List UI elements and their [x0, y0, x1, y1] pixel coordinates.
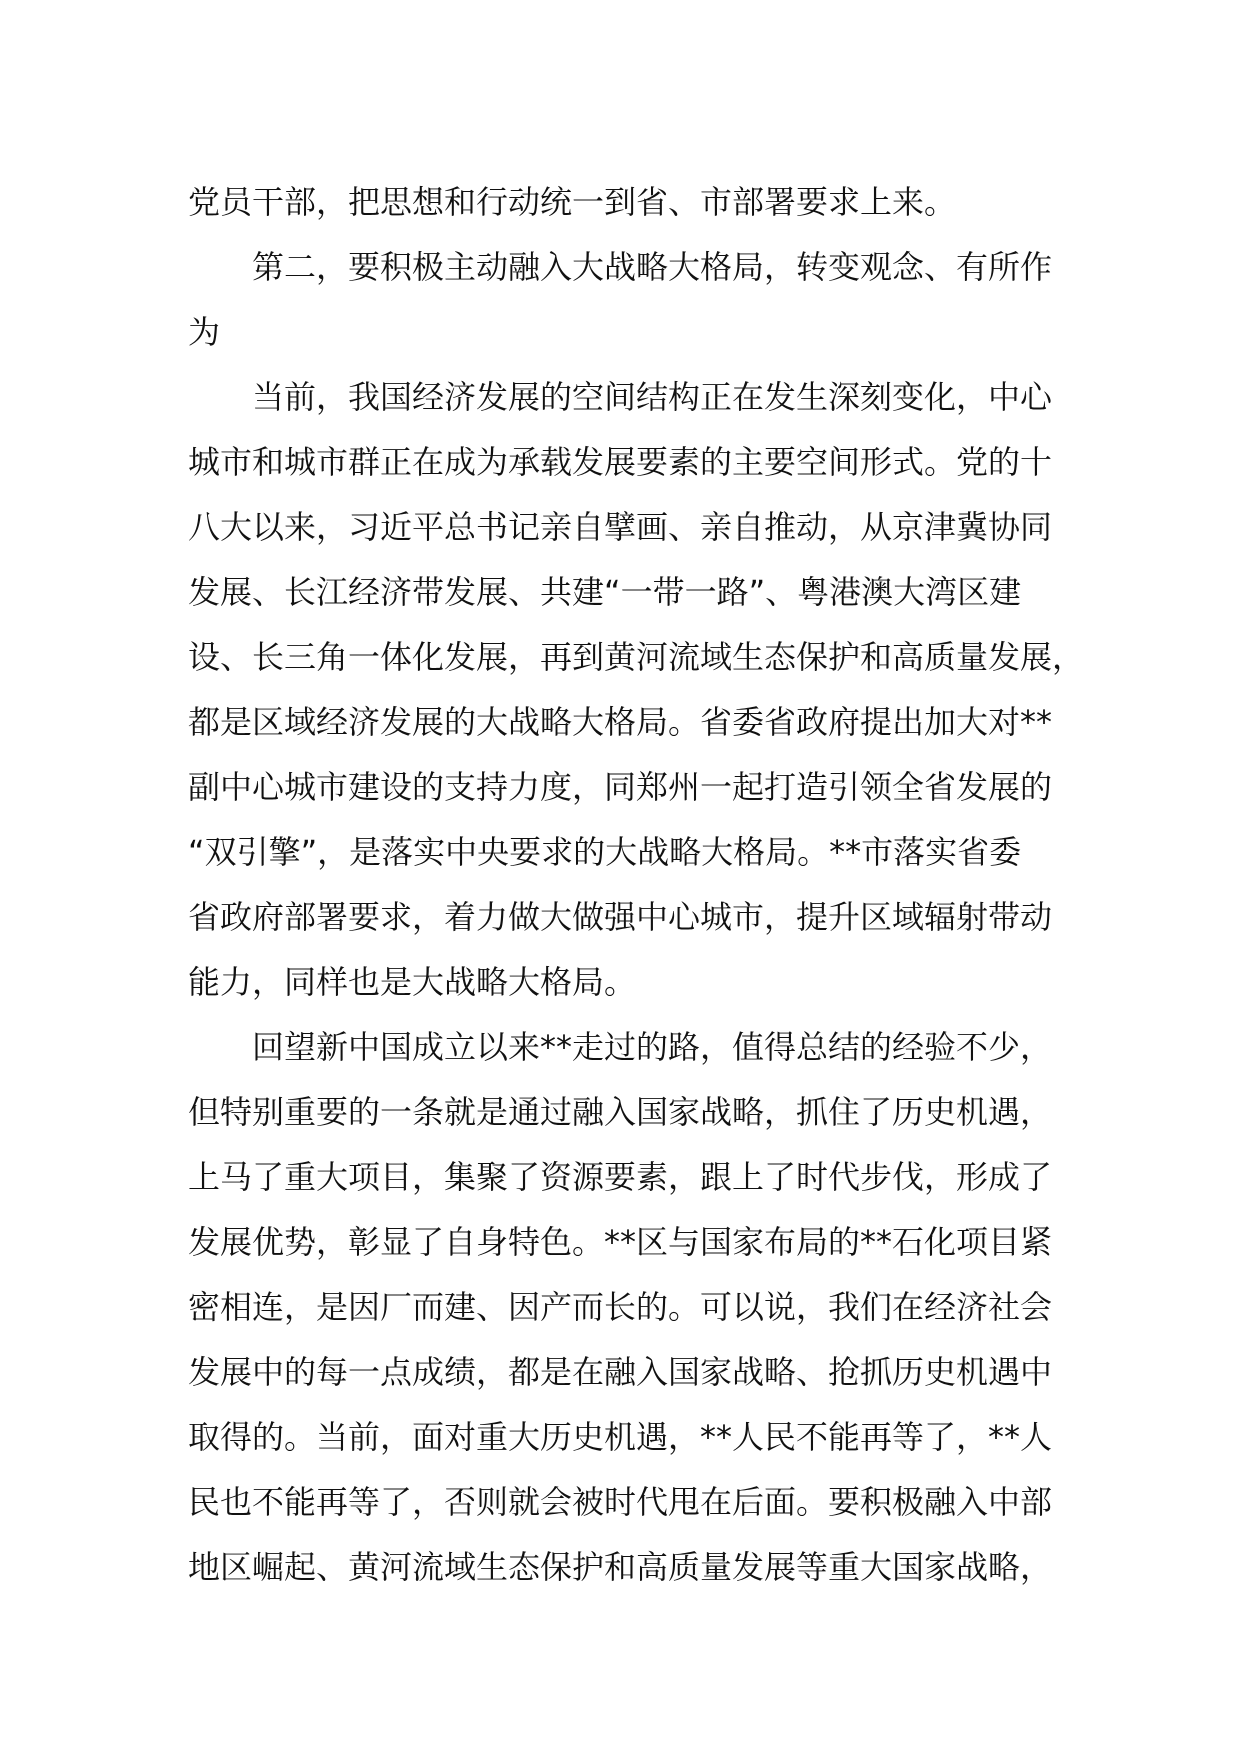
- text-line: 发展、长江经济带发展、共建“一带一路”、粤港澳大湾区建: [188, 573, 1022, 611]
- text-line: 副中心城市建设的支持力度，同郑州一起打造引领全省发展的: [188, 768, 1053, 806]
- text-line: 省政府部署要求，着力做大做强中心城市，提升区域辐射带动: [188, 898, 1053, 936]
- paragraph-first-line: 当前，我国经济发展的空间结构正在发生深刻变化，中心: [252, 378, 1053, 416]
- text-line: 上马了重大项目，集聚了资源要素，跟上了时代步伐，形成了: [188, 1158, 1053, 1196]
- section-heading-line: 为: [188, 313, 221, 351]
- text-line: “双引擎”，是落实中央要求的大战略大格局。**市落实省委: [188, 833, 1022, 871]
- paragraph-first-line: 回望新中国成立以来**走过的路，值得总结的经验不少，: [252, 1028, 1053, 1066]
- text-line: 发展优势，彰显了自身特色。**区与国家布局的**石化项目紧: [188, 1223, 1053, 1261]
- text-line: 都是区域经济发展的大战略大格局。省委省政府提出加大对**: [188, 703, 1053, 741]
- text-line: 但特别重要的一条就是通过融入国家战略，抓住了历史机遇，: [188, 1093, 1053, 1131]
- text-line: 设、长三角一体化发展，再到黄河流域生态保护和高质量发展，: [188, 638, 1085, 676]
- text-line: 发展中的每一点成绩，都是在融入国家战略、抢抓历史机遇中: [188, 1353, 1053, 1391]
- text-line: 取得的。当前，面对重大历史机遇，**人民不能再等了，**人: [188, 1418, 1053, 1456]
- text-line: 地区崛起、黄河流域生态保护和高质量发展等重大国家战略，: [188, 1548, 1053, 1586]
- text-line: 能力，同样也是大战略大格局。: [188, 963, 637, 1001]
- text-line: 八大以来，习近平总书记亲自擘画、亲自推动，从京津冀协同: [188, 508, 1053, 546]
- section-heading-line: 第二，要积极主动融入大战略大格局，转变观念、有所作: [252, 248, 1053, 286]
- text-line: 城市和城市群正在成为承载发展要素的主要空间形式。党的十: [188, 443, 1053, 481]
- text-line: 密相连，是因厂而建、因产而长的。可以说，我们在经济社会: [188, 1288, 1053, 1326]
- text-line: 党员干部，把思想和行动统一到省、市部署要求上来。: [188, 183, 957, 221]
- document-body: [188, 170, 1085, 1600]
- text-line: 民也不能再等了，否则就会被时代甩在后面。要积极融入中部: [188, 1483, 1053, 1521]
